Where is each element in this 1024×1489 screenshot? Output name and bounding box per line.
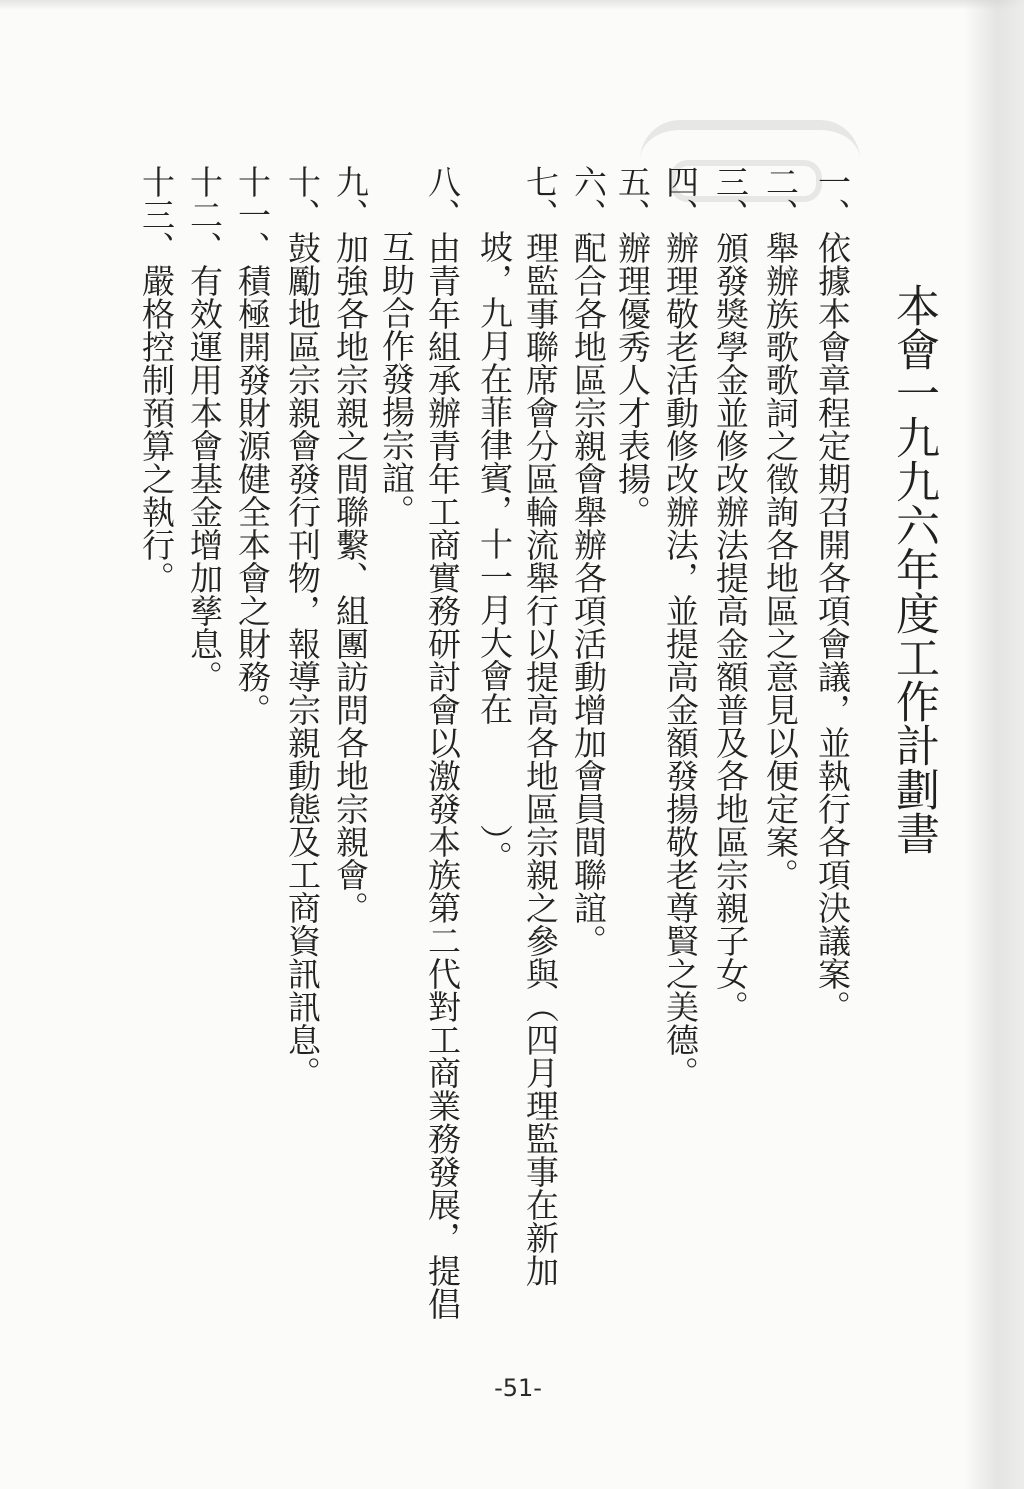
plan-item-4: 四、辦理敬老活動修改辦法，並提高金額發揚敬老尊賢之美德。 [661, 165, 700, 1089]
plan-item-3: 三、頒發獎學金並修改辦法提高金額普及各地區宗親子女。 [711, 165, 750, 1023]
plan-item-2: 二、舉辦族歌歌詞之徵詢各地區之意見以便定案。 [761, 165, 800, 891]
plan-item-8-continued: 互助合作發揚宗誼。 [377, 230, 416, 527]
plan-item-10: 十、鼓勵地區宗親會發行刊物，報導宗親動態及工商資訊訊息。 [283, 165, 322, 1089]
plan-item-5: 五、辦理優秀人才表揚。 [613, 165, 652, 528]
plan-item-11: 十一、積極開發財源健全本會之財務。 [233, 165, 272, 726]
page-number: -51- [494, 1374, 542, 1402]
plan-item-7-continued: 坡，九月在菲律賓，十一月大會在 ）。 [475, 230, 514, 874]
scan-shadow-right [964, 0, 1024, 1489]
plan-item-6: 六、配合各地區宗親會舉辦各項活動增加會員間聯誼。 [569, 165, 608, 957]
plan-item-9: 九、加強各地宗親之間聯繫、組團訪問各地宗親會。 [331, 165, 370, 924]
plan-item-1: 一、依據本會章程定期召開各項會議，並執行各項決議案。 [813, 165, 852, 1023]
plan-item-7: 七、理監事聯席會分區輪流舉行以提高各地區宗親之參與（四月理監事在新加 [521, 165, 560, 1287]
document-title: 本會一九九六年度工作計劃書 [888, 283, 939, 855]
plan-item-8: 八、由青年組承辦青年工商實務研討會以激發本族第二代對工商業務發展，提倡 [423, 165, 462, 1320]
plan-item-13: 十三、嚴格控制預算之執行。 [137, 165, 176, 594]
scan-shadow-top [0, 0, 1024, 10]
plan-item-12: 十二、有效運用本會基金增加孳息。 [185, 165, 224, 693]
